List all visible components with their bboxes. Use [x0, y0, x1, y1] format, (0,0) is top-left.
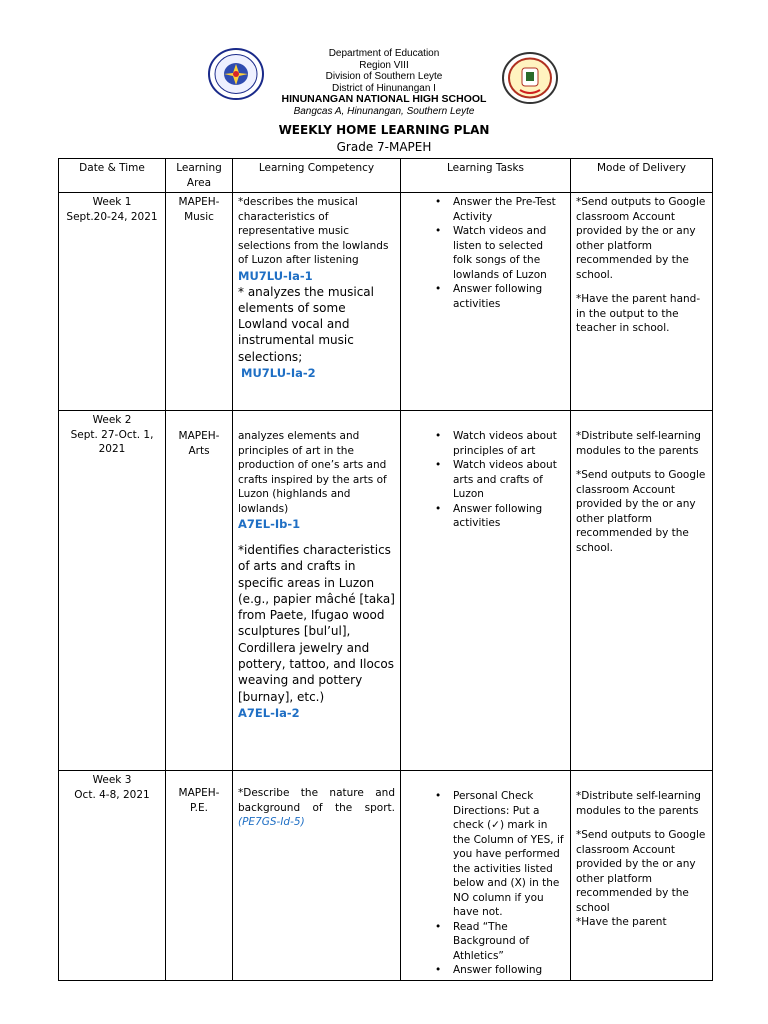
delivery-text: *Send outputs to Google classroom Account provided by the or any other platform recommended by the school — [576, 829, 706, 914]
header-line: Department of Education — [328, 48, 440, 59]
competency-code: (PE7GS-Id-5) — [238, 816, 305, 828]
date-cell — [59, 411, 166, 771]
date-cell — [59, 193, 166, 411]
delivery-cell — [571, 771, 713, 981]
competency-text: *Describe the nature and background of the sport. — [238, 787, 395, 814]
delivery-text: *Have the parent — [576, 916, 667, 928]
school-seal-icon — [502, 52, 558, 104]
week-label: Week 3 — [92, 774, 132, 786]
delivery-cell — [571, 411, 713, 771]
header-line: Division of Southern Leyte — [325, 71, 443, 82]
task-item: • Personal Check Directions: Put a check (✓) mark in the Column of YES, if you have performed the activities listed below and (X) in the NO column if you have not. — [449, 789, 565, 920]
column-header: Mode of Delivery — [571, 159, 713, 193]
date-cell — [59, 771, 166, 981]
learning-area-cell: MAPEH-P.E. — [166, 771, 233, 981]
delivery-text: *Have the parent hand-in the output to the teacher in school. — [576, 293, 701, 334]
school-address: Bangcas A, Hinunangan, Southern Leyte — [293, 105, 475, 117]
task-item: • Watch videos about arts and crafts of Luzon — [449, 458, 565, 502]
task-item: • Answer the Pre-Test Activity — [449, 195, 565, 224]
task-list — [431, 429, 565, 531]
competency-text: * analyzes the musical elements of some Lowland vocal and instrumental music selections; — [238, 284, 374, 364]
date-range: Sept. 27-Oct. 1, 2021 — [70, 428, 154, 455]
table-row — [59, 193, 713, 411]
plan-title: WEEKLY HOME LEARNING PLAN — [278, 123, 490, 137]
plan-subtitle: Grade 7-MAPEH — [336, 140, 432, 154]
column-header: Learning Competency — [233, 159, 401, 193]
column-header: Date & Time — [59, 159, 166, 193]
task-list — [431, 195, 565, 311]
competency-code: A7EL-Ib-1 — [238, 517, 301, 531]
learning-plan-table — [58, 158, 713, 981]
task-item: • Watch videos and listen to selected folk songs of the lowlands of Luzon — [449, 224, 565, 282]
delivery-text: *Send outputs to Google classroom Account provided by the or any other platform recommended by the school. — [576, 469, 706, 554]
header-line: District of Hinunangan I — [332, 82, 436, 94]
task-list — [431, 789, 565, 978]
task-item: • Read “The Background of Athletics” — [449, 920, 565, 964]
table-row — [59, 411, 713, 771]
delivery-text: *Distribute self-learning modules to the parents — [576, 430, 701, 457]
competency-code: MU7LU-Ia-1 — [238, 268, 313, 283]
column-header: Learning Area — [166, 159, 233, 193]
school-name: HINUNANGAN NATIONAL HIGH SCHOOL — [281, 93, 487, 105]
task-item: • Answer following activities — [449, 502, 565, 531]
learning-area-cell: MAPEH-Music — [166, 193, 233, 411]
competency-code: A7EL-Ia-2 — [238, 705, 300, 720]
tasks-cell — [401, 193, 571, 411]
task-item: • Answer following — [449, 963, 565, 978]
competency-code: MU7LU-Ia-2 — [241, 365, 316, 380]
task-item: • Answer following activities — [449, 282, 565, 311]
table-header-row — [59, 159, 713, 193]
column-header: Learning Tasks — [401, 159, 571, 193]
week-label: Week 2 — [92, 414, 132, 426]
delivery-cell — [571, 193, 713, 411]
header-line: Region VIII — [359, 59, 409, 71]
competency-cell — [233, 193, 401, 411]
week-label: Week 1 — [92, 196, 132, 208]
tasks-cell — [401, 771, 571, 981]
competency-cell — [233, 411, 401, 771]
learning-area-cell: MAPEH-Arts — [166, 411, 233, 771]
date-range: Sept.20-24, 2021 — [66, 210, 158, 223]
delivery-text: *Send outputs to Google classroom Account provided by the or any other platform recommended by the school. — [576, 196, 706, 281]
competency-text: *describes the musical characteristics of representative music selections from the lowlands of Luzon after listening — [238, 196, 389, 266]
tasks-cell — [401, 411, 571, 771]
table-row — [59, 771, 713, 981]
delivery-text: *Distribute self-learning modules to the parents — [576, 790, 701, 817]
competency-text: *identifies characteristics of arts and crafts in specific areas in Luzon (e.g., papier mâché [taka] from Paete, Ifugao wood sculptures [bul’ul], Cordillera jewelry and pottery, tattoo, and Ilocos weaving and pottery [burnay], etc.) — [238, 543, 395, 704]
competency-text: analyzes elements and principles of art in the production of one’s arts and crafts inspired by the arts of Luzon (highlands and lowlands) — [238, 430, 387, 515]
deped-seal-icon — [208, 48, 264, 100]
competency-cell — [233, 771, 401, 981]
date-range: Oct. 4-8, 2021 — [74, 788, 150, 801]
task-item: • Watch videos about principles of art — [449, 429, 565, 458]
letterhead — [0, 48, 768, 117]
